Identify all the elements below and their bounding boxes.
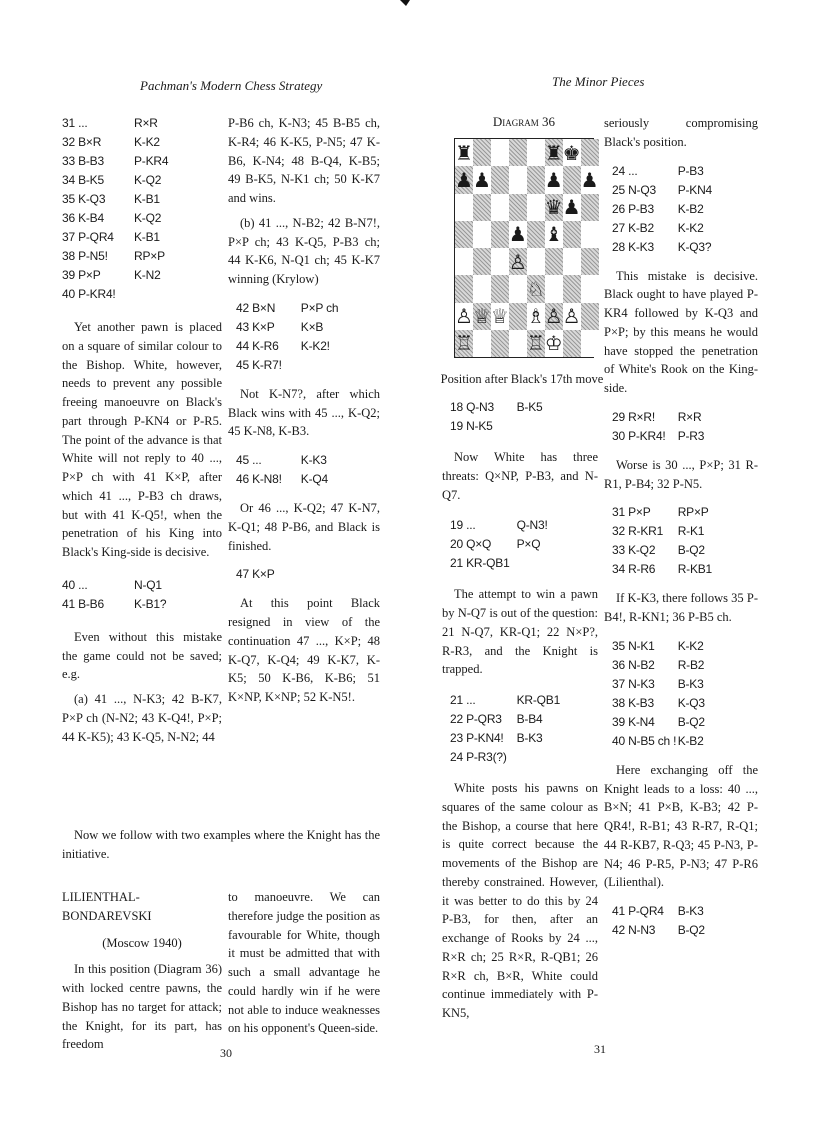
move-row <box>62 266 222 285</box>
move-row <box>62 576 222 595</box>
move-list <box>442 398 598 436</box>
diagram-caption: Position after Black's 17th move <box>440 372 604 386</box>
black-move: K-K2 <box>134 135 160 149</box>
black-move: K-B1 <box>134 192 160 206</box>
black-move: P-B3 <box>677 163 704 178</box>
chess-piece-icon: ♟ <box>562 195 581 220</box>
move-list <box>228 451 380 489</box>
white-move: 31 ... <box>62 116 88 130</box>
move-row <box>62 247 222 266</box>
black-move: K-B2 <box>677 733 704 748</box>
board-square <box>581 330 599 357</box>
chess-piece-icon: ♟ <box>508 222 527 247</box>
move-row <box>62 209 222 228</box>
board-square <box>473 330 491 357</box>
right-page-number: 31 <box>594 1042 606 1056</box>
full-width-paragraph: Now we follow with two examples where the Knight has the initiative. <box>62 828 380 861</box>
chess-piece-icon: ♟ <box>544 167 563 192</box>
move-row <box>612 637 758 656</box>
white-move: 23 P-KN4! <box>450 731 504 745</box>
chess-piece-icon: ♗ <box>526 304 545 329</box>
black-move: K-Q2 <box>134 173 162 187</box>
board-square <box>563 330 581 357</box>
black-move: K×B <box>300 319 324 334</box>
move-row <box>612 656 758 675</box>
white-move: 43 K×P <box>236 319 275 334</box>
black-move: K-Q3? <box>677 239 712 254</box>
board-square <box>491 330 509 357</box>
move-row <box>236 356 380 375</box>
move-list <box>604 408 758 446</box>
move-row <box>612 219 758 238</box>
white-move: 24 ... <box>612 163 638 178</box>
white-move: 35 K-Q3 <box>62 192 106 206</box>
white-move: 37 N-K3 <box>612 676 655 691</box>
black-move: B-K3 <box>677 904 704 918</box>
paragraph: Not K-N7?, after which Black wins with 45 ..., K-Q2; 45 K-N8, K-B3. <box>228 386 380 439</box>
move-list <box>228 565 380 584</box>
black-move: K-B1? <box>134 596 167 611</box>
paragraph: If K-K3, there follows 35 P-B4!, R-KN1; 36 P-B5 ch. <box>604 591 758 624</box>
board-square <box>455 166 473 193</box>
move-list <box>442 516 598 573</box>
board-square <box>473 275 491 302</box>
black-move: P×P ch <box>300 300 339 315</box>
black-move <box>134 285 222 304</box>
move-row <box>62 171 222 190</box>
white-move: 38 K-B3 <box>612 695 654 710</box>
board-square <box>491 275 509 302</box>
chess-piece-icon: ♛ <box>544 195 563 220</box>
white-move: 27 K-B2 <box>612 220 654 235</box>
move-row <box>62 114 222 133</box>
move-row <box>236 318 380 337</box>
white-move: 40 N-B5 ch ! <box>612 733 677 748</box>
black-move: P×Q <box>516 537 541 552</box>
move-list <box>604 503 758 579</box>
board-square <box>509 221 527 248</box>
white-move: 42 N-N3 <box>612 923 656 937</box>
board-square <box>581 221 599 248</box>
white-move: 34 R-R6 <box>612 562 656 577</box>
paragraph: At this point Black resigned in view of the continuation 47 ..., K×P; 48 K-Q7, K-Q4; 49 K-K7, K-K5; 50 K-B6, K-B6; 51 K×NP, K×NP; 52 K-N5!. <box>228 596 380 704</box>
move-row <box>450 710 598 729</box>
move-row <box>612 560 758 579</box>
board-square <box>491 221 509 248</box>
board-square <box>581 303 599 330</box>
right-running-head: The Minor Pieces <box>552 74 645 89</box>
black-move <box>301 565 380 584</box>
board-square <box>545 303 563 330</box>
move-row <box>450 729 598 748</box>
board-square <box>527 194 545 221</box>
white-move: 22 P-QR3 <box>450 712 502 726</box>
move-row <box>450 535 598 554</box>
board-square <box>509 248 527 275</box>
white-move: 21 ... <box>450 693 476 707</box>
left-col-3 <box>62 888 222 1054</box>
white-move: 18 Q-N3 <box>450 400 494 414</box>
paragraph: In this position (Diagram 36) with locked centre pawns, the Bishop has no target for attack; the Knight, for its part, has freedom <box>62 962 222 1052</box>
paragraph: seriously compromising Black's position. <box>604 116 758 149</box>
move-row <box>612 162 758 181</box>
white-move: 30 P-KR4! <box>612 428 666 443</box>
move-row <box>612 902 758 921</box>
black-move: K-K2! <box>300 338 330 353</box>
board-square <box>491 166 509 193</box>
white-move: 38 P-N5! <box>62 249 108 263</box>
board-square <box>455 139 473 166</box>
black-move: RP×P <box>134 249 165 263</box>
white-move: 34 B-K5 <box>62 173 104 187</box>
white-move: 20 Q×Q <box>450 537 492 552</box>
board-square <box>509 303 527 330</box>
board-square <box>509 139 527 166</box>
move-row <box>236 337 380 356</box>
black-move <box>517 554 598 573</box>
paragraph: Now White has three threats: Q×NP, P-B3, and N-Q7. <box>442 450 598 502</box>
left-col-2 <box>228 114 380 707</box>
board-square <box>473 139 491 166</box>
chess-piece-icon: ♕ <box>472 304 491 329</box>
white-move: 29 R×R! <box>612 409 655 424</box>
chess-piece-icon: ♜ <box>455 140 473 165</box>
black-move: B-K3 <box>677 676 704 691</box>
black-move: N-Q1 <box>134 577 162 592</box>
paragraph: White posts his pawns on squares of the same colour as the Bishop, a course that here is quite correct because the movements of the Bishop are thereby constrained. However, it was better to do this by 24 P-B3, for then, after an exchange of Rooks by 24 ..., R×R ch; 25 R×R, R-QB1; 26 R×R ch, B×R, White could continue immediately with P-KN5, <box>442 781 598 1020</box>
board-square <box>527 221 545 248</box>
move-row <box>236 299 380 318</box>
board-square <box>491 248 509 275</box>
board-square <box>581 248 599 275</box>
paragraph: P-B6 ch, K-N3; 45 B-B5 ch, K-R4; 46 K-K5, P-N5; 47 K-B6, K-N4; 48 B-Q4, K-B5; 49 B-K5, N-K1 ch; 50 K-K7 and wins. <box>228 116 380 205</box>
black-move: K-B1 <box>134 230 160 244</box>
chess-piece-icon: ♖ <box>526 331 545 356</box>
chess-piece-icon: ♕ <box>490 304 509 329</box>
white-move: 39 K-N4 <box>612 714 655 729</box>
chess-piece-icon: ♟ <box>455 167 473 192</box>
move-row <box>62 285 222 304</box>
chess-piece-icon: ♟ <box>580 167 599 192</box>
board-square <box>581 275 599 302</box>
move-list <box>442 691 598 767</box>
move-row <box>236 470 380 489</box>
black-move: K-N2 <box>134 268 161 282</box>
black-move: R×R <box>677 409 702 424</box>
board-square <box>509 330 527 357</box>
board-square <box>455 221 473 248</box>
board-square <box>563 166 581 193</box>
move-list <box>62 576 222 614</box>
black-move <box>301 356 380 375</box>
white-move: 21 KR-QB1 <box>450 556 510 571</box>
move-row <box>612 427 758 446</box>
move-list <box>228 299 380 375</box>
black-move: B-K3 <box>516 731 543 745</box>
black-move: B-Q2 <box>677 543 705 558</box>
board-square <box>473 248 491 275</box>
board-square <box>473 166 491 193</box>
black-move: KR-QB1 <box>516 693 561 707</box>
board-square <box>455 248 473 275</box>
move-list <box>604 637 758 751</box>
chess-piece-icon: ♚ <box>562 140 581 165</box>
move-row <box>450 417 598 436</box>
black-move: K-Q3 <box>677 695 705 710</box>
white-move: 26 P-B3 <box>612 201 654 216</box>
paragraph: The attempt to win a pawn by N-Q7 is out of the question: 21 N-Q7, KR-Q1; 22 N×P?, R-R3, and the Knight is trapped. <box>442 587 598 677</box>
black-move: R-KB1 <box>677 562 713 577</box>
board-square <box>563 221 581 248</box>
paragraph: Worse is 30 ..., P×P; 31 R-R1, P-B4; 32 P-N5. <box>604 457 758 491</box>
white-move: 45 K-R7! <box>236 357 282 372</box>
board-square <box>527 275 545 302</box>
board-square <box>545 248 563 275</box>
board-square <box>545 139 563 166</box>
move-list <box>62 114 222 304</box>
move-row <box>612 732 758 751</box>
white-move: 47 K×P <box>236 567 275 582</box>
board-square <box>509 275 527 302</box>
move-row <box>450 691 598 710</box>
white-move: 19 ... <box>450 518 476 533</box>
paragraph: (a) 41 ..., N-K3; 42 B-K7, P×P ch (N-N2; 43 K-Q4!, P×P; 44 K-K5); 43 K-Q5, N-N2; 44 <box>62 692 222 744</box>
black-move: Q-N3! <box>516 518 548 533</box>
chess-piece-icon: ♜ <box>544 140 563 165</box>
board-square <box>491 139 509 166</box>
board-square <box>473 194 491 221</box>
board-square <box>545 194 563 221</box>
board-square <box>527 330 545 357</box>
black-move: P-KR4 <box>134 154 169 168</box>
game-subheading: (Moscow 1940) <box>102 935 182 950</box>
move-row <box>612 238 758 257</box>
board-square <box>455 330 473 357</box>
left-col-4 <box>228 888 380 1038</box>
white-move: 19 N-K5 <box>450 419 493 433</box>
board-square <box>581 166 599 193</box>
board-square <box>455 303 473 330</box>
white-move: 46 K-N8! <box>236 472 282 486</box>
board-square <box>563 275 581 302</box>
chess-piece-icon: ♙ <box>544 304 563 329</box>
board-square <box>563 303 581 330</box>
black-move: P-KN4 <box>677 182 713 197</box>
diagram-title: Diagram 36 <box>492 114 556 129</box>
move-row <box>450 516 598 535</box>
paragraph: to manoeuvre. We can therefore judge the position as favourable for White, though it must be admitted that with such a small advantage he could hardly win if he were not able to induce weaknesses on his opponent's Queen-side. <box>228 890 380 1036</box>
board-square <box>455 194 473 221</box>
black-move: K-B2 <box>677 201 704 216</box>
move-row <box>236 451 380 470</box>
chess-piece-icon: ♔ <box>544 331 563 356</box>
white-move: 25 N-Q3 <box>612 182 656 197</box>
move-row <box>62 152 222 171</box>
chess-piece-icon: ♘ <box>526 276 545 301</box>
move-list <box>604 162 758 257</box>
paragraph: Or 46 ..., K-Q2; 47 K-N7, K-Q1; 48 P-B6, and Black is finished. <box>228 501 380 553</box>
black-move: P-R3 <box>677 428 705 443</box>
white-move: 39 P×P <box>62 268 101 282</box>
move-row <box>62 190 222 209</box>
white-move: 41 B-B6 <box>62 596 104 611</box>
paragraph: (b) 41 ..., N-B2; 42 B-N7!, P×P ch; 43 K-Q5, P-B3 ch; 44 K-K6, N-Q1 ch; 45 K-K7 winning (Krylow) <box>228 215 380 286</box>
black-move <box>517 417 598 436</box>
board-square <box>473 221 491 248</box>
move-row <box>62 595 222 614</box>
white-move: 33 B-B3 <box>62 154 104 168</box>
black-move: B-K5 <box>516 400 543 414</box>
chess-piece-icon: ♙ <box>508 249 527 274</box>
board-square <box>527 139 545 166</box>
page-edge-mark <box>400 0 410 6</box>
left-col-1 <box>62 114 222 746</box>
move-row <box>612 408 758 427</box>
white-move: 36 N-B2 <box>612 657 655 672</box>
chess-piece-icon: ♙ <box>455 304 473 329</box>
move-row <box>612 181 758 200</box>
paragraph: Even without this mistake the game could not be saved; e.g. <box>62 629 222 682</box>
board-square <box>581 139 599 166</box>
white-move: 40 ... <box>62 577 88 592</box>
board-square <box>563 194 581 221</box>
paragraph: Yet another pawn is placed on a square of similar colour to the Bishop. White, however, needs to prevent any possible freeing manoeuvre on Black's part through P-KN4 or P-R5. The point of the advance is that White will not reply to 40 ..., P×P ch with 41 K×P, after which 41 ..., P-B3 ch draws, but with 41 K-Q5!, when the penetration of his King into Black's King-side is decisive. <box>62 320 222 559</box>
left-running-head: Pachman's Modern Chess Strategy <box>140 78 323 93</box>
move-row <box>612 522 758 541</box>
chess-piece-icon: ♙ <box>562 304 581 329</box>
move-list <box>604 902 758 940</box>
white-move: 24 P-R3(?) <box>450 750 507 764</box>
board-square <box>455 275 473 302</box>
black-move: K-K3 <box>300 453 327 467</box>
white-move: 33 K-Q2 <box>612 543 656 558</box>
white-move: 40 P-KR4! <box>62 287 116 301</box>
black-move: R-B2 <box>677 657 705 672</box>
black-move: K-K2 <box>677 220 704 235</box>
white-move: 41 P-QR4 <box>612 904 664 918</box>
move-row <box>612 503 758 522</box>
board-square <box>473 303 491 330</box>
board-square <box>545 221 563 248</box>
paragraph: Here exchanging off the Knight leads to a loss: 40 ..., B×N; 41 P×B, K-B3; 42 P-QR4!, R-B1; 43 R-R7, R-Q1; 44 R-KB7, R-Q3; 45 P-N3, P-N4; 46 P-R5, P-N3; 47 P-R6 (Lilienthal). <box>604 762 758 890</box>
move-row <box>450 398 598 417</box>
board-square <box>509 166 527 193</box>
move-row <box>612 541 758 560</box>
move-row <box>236 565 380 584</box>
right-col-1 <box>442 398 598 1023</box>
move-row <box>612 200 758 219</box>
board-square <box>581 194 599 221</box>
white-move: 36 K-B4 <box>62 211 104 225</box>
black-move: R-K1 <box>677 524 705 539</box>
move-row <box>612 675 758 694</box>
board-square <box>527 248 545 275</box>
right-col-2 <box>604 114 758 940</box>
paragraph: This mistake is decisive. Black ought to have played P-KR4 followed by K-Q3 and P×P; by this means he would have stopped the penetration of White's Rook on the King-side. <box>604 268 758 395</box>
black-move: B-Q2 <box>677 714 705 729</box>
white-move: 32 R-KR1 <box>612 524 664 539</box>
white-move: 45 ... <box>236 453 262 467</box>
board-square <box>545 166 563 193</box>
white-move: 42 B×N <box>236 300 276 315</box>
black-move: K-K2 <box>677 638 704 653</box>
move-row <box>612 921 758 940</box>
white-move: 37 P-QR4 <box>62 230 114 244</box>
move-row <box>62 133 222 152</box>
black-move: RP×P <box>677 505 709 520</box>
white-move: 44 K-R6 <box>236 338 279 353</box>
left-page-number: 30 <box>220 1046 232 1060</box>
board-square <box>545 275 563 302</box>
chess-board-diagram <box>454 138 599 358</box>
white-move: 32 B×R <box>62 135 102 149</box>
chess-piece-icon: ♟ <box>472 167 491 192</box>
move-row <box>612 694 758 713</box>
board-square <box>545 330 563 357</box>
board-square <box>491 303 509 330</box>
chess-piece-icon: ♝ <box>544 222 563 247</box>
black-move: K-Q4 <box>300 472 329 486</box>
game-heading: LILIENTHAL-BONDAREVSKI <box>62 890 152 923</box>
board-square <box>509 194 527 221</box>
black-move: B-Q2 <box>677 923 705 937</box>
board-square <box>527 303 545 330</box>
move-row <box>62 228 222 247</box>
black-move <box>517 748 598 767</box>
chess-piece-icon: ♖ <box>455 331 473 356</box>
white-move: 28 K-K3 <box>612 239 654 254</box>
white-move: 31 P×P <box>612 505 651 520</box>
move-row <box>450 748 598 767</box>
board-square <box>527 166 545 193</box>
board-square <box>563 248 581 275</box>
black-move: K-Q2 <box>134 211 162 225</box>
board-square <box>563 139 581 166</box>
black-move: B-B4 <box>516 712 543 726</box>
board-square <box>491 194 509 221</box>
white-move: 35 N-K1 <box>612 638 655 653</box>
move-row <box>450 554 598 573</box>
move-row <box>612 713 758 732</box>
black-move: R×R <box>134 116 158 130</box>
